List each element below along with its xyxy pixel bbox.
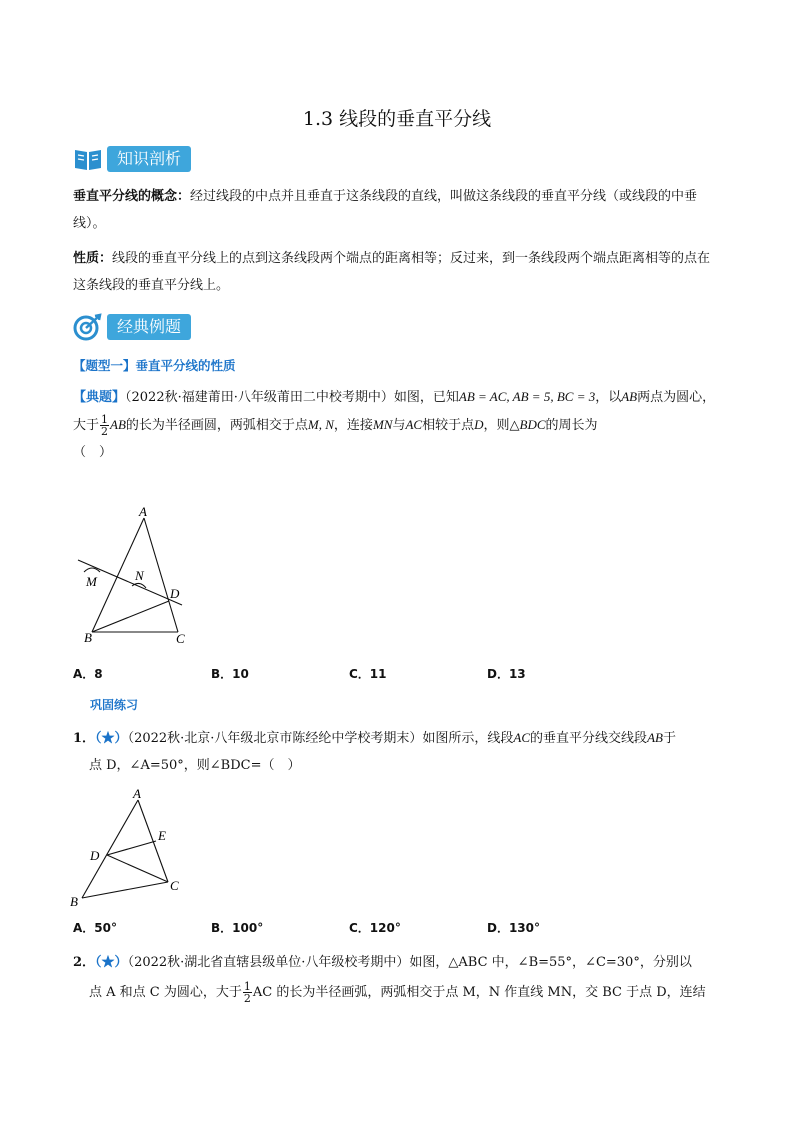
option-c[interactable]: C．120°: [349, 921, 401, 935]
label-N: N: [135, 568, 144, 583]
option-c[interactable]: C．11: [349, 667, 387, 681]
star-badge: （★）: [95, 955, 128, 970]
label-C: C: [176, 631, 185, 646]
option-a[interactable]: A．50°: [73, 921, 117, 935]
star-badge: （★）: [95, 731, 128, 746]
question-type-heading: 【题型一】垂直平分线的性质: [73, 358, 236, 373]
label-B: B: [84, 630, 92, 645]
concept-paragraph: [73, 183, 723, 237]
option-d[interactable]: D．130°: [487, 921, 541, 935]
option-b[interactable]: B．10: [211, 667, 249, 681]
example-options: [73, 665, 723, 682]
option-a[interactable]: A．8: [73, 667, 103, 681]
section-label: 经典例题: [107, 314, 191, 340]
section-banner-knowledge: [73, 146, 191, 172]
question-1: 1．（★）（2022秋·北京·八年级北京市陈经纶中学校考期末）如图所示，线段AC的垂直平分线交线段AB于 点 D，∠A=50°，则∠BDC=（ ）: [73, 730, 676, 773]
section-label: 知识剖析: [107, 146, 191, 172]
concept-body: 经过线段的中点并且垂直于这条线段的直线，叫做这条线段的垂直平分线（或线段的中垂线）。: [73, 189, 698, 231]
concept-head: 垂直平分线的概念：: [73, 189, 191, 204]
label-D: D: [170, 586, 180, 601]
property-head: 性质：: [73, 251, 113, 266]
label-C: C: [170, 878, 179, 893]
label-B: B: [70, 894, 78, 909]
question-2: 2．（★）（2022秋·湖北省直辖县级单位·八年级校考期中）如图，△ABC 中，∠B=55°，∠C=30°，分别以 点 A 和点 C 为圆心，大于 $\frac{1}{2}$ AC 的长为半径画弧，两弧相交于点 M，N 作直线 MN，交 BC 于点 D，连结: [73, 955, 706, 1005]
target-icon: [73, 313, 103, 341]
example-figure: [70, 500, 210, 648]
option-b[interactable]: B．100°: [211, 921, 264, 935]
book-icon: [73, 146, 103, 172]
fraction: $\frac{1}{2}$: [101, 413, 109, 438]
property-body: 线段的垂直平分线上的点到这条线段两个端点的距离相等；反过来，到一条线段两个端点距离相等的点在这条线段的垂直平分线上。: [73, 251, 711, 293]
label-A: A: [133, 786, 141, 801]
label-A: A: [139, 504, 147, 519]
label-M: M: [86, 574, 97, 589]
practice-heading: 巩固练习: [90, 698, 139, 712]
question-1-options: [73, 919, 723, 936]
label-E: E: [158, 828, 166, 843]
question-1-figure: [66, 786, 196, 910]
page-title: 1.3 线段的垂直平分线: [302, 108, 492, 130]
example-tag: 【典题】: [73, 390, 126, 405]
property-paragraph: [73, 245, 723, 299]
example-question: 【典题】（2022秋·福建莆田·八年级莆田二中校考期中）如图，已知AB = AC, AB = 5, BC = 3，以AB两点为圆心，大于 $\frac{1}{2}$ AB的长为半径画圆，两弧相交于点M, N，连接MN与AC相较于点D，则△BDC的周长为 （ ）: [73, 389, 716, 460]
label-D: D: [90, 848, 100, 863]
answer-blank: （ ）: [73, 445, 113, 460]
fraction: $\frac{1}{2}$: [243, 980, 251, 1005]
option-d[interactable]: D．13: [487, 667, 526, 681]
section-banner-examples: [73, 313, 191, 341]
